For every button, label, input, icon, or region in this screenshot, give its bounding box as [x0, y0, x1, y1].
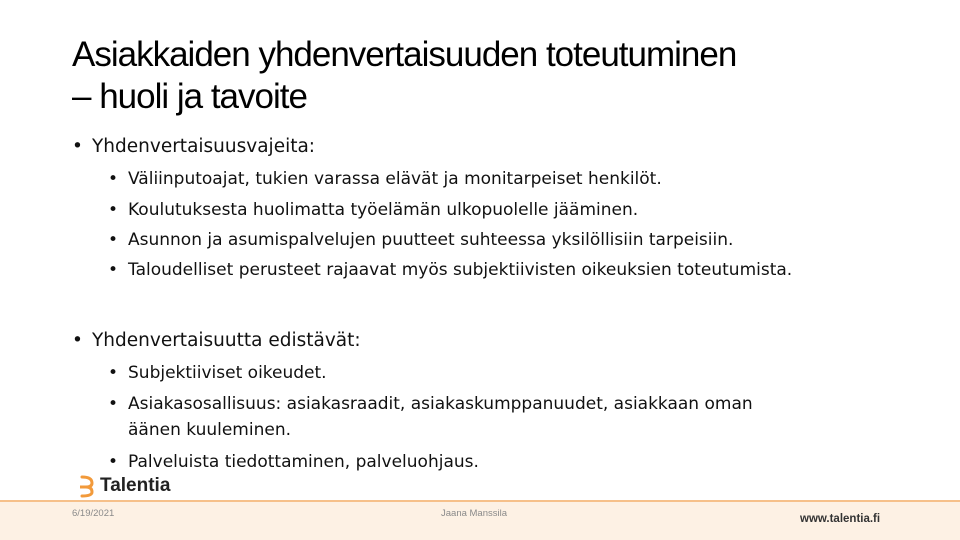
- website-link[interactable]: www.talentia.fi: [800, 513, 881, 525]
- slide-title: [72, 34, 912, 118]
- footer-author: Jaana Manssila: [441, 508, 508, 519]
- talentia-logo: [80, 474, 200, 498]
- title-line-2: – huoli ja tavoite: [72, 77, 307, 116]
- slide: Asiakkaiden yhdenvertaisuuden toteutuminen – huoli ja tavoite • Yhdenvertaisuusvajeita: • Väliinputoajat, tukien varassa elävät ja monitarpeiset henkilöt. • Koulutuksesta huolimatta työelämän ulkopuolelle jääminen. • Asunnon ja asumispalvelujen puutteet suhteessa yksilöllisiin tarpeisiin. • Taloudelliset perusteet rajaavat myös subjektiivisten oikeuksien toteutumista. • Yhdenvertaisuutta edistävät: • Subjektiiviset oikeudet. • Asiakasosallisuus: asiakasraadit, asiakaskumppanuudet, asiakkaan oman äänen kuuleminen. • Palveluista tiedottaminen, palveluohjaus. Talentia 6/19/2021 Jaana Manssila www.talentia.fi: [0, 0, 960, 540]
- talentia-logo-icon: [80, 474, 98, 498]
- footer-divider: [0, 500, 960, 502]
- logo-text: Talentia: [100, 475, 171, 496]
- footer-date: 6/19/2021: [72, 508, 115, 519]
- title-line-1: Asiakkaiden yhdenvertaisuuden toteutuminen: [72, 35, 737, 74]
